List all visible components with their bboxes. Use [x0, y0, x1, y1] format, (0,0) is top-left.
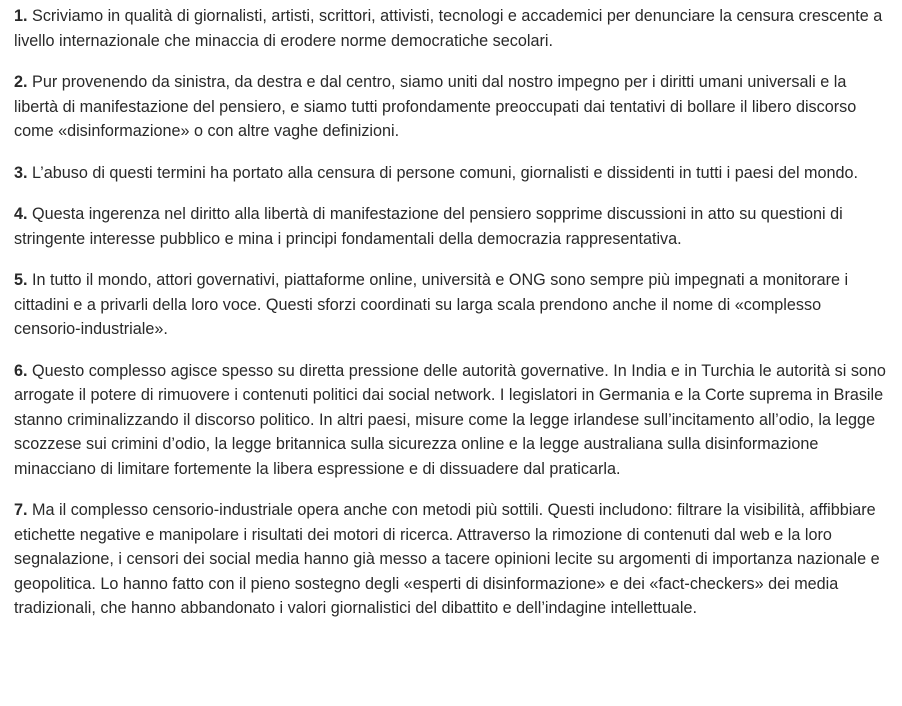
paragraph-text: L’abuso di questi termini ha portato alla censura di persone comuni, giornalisti e dissidenti in tutti i paesi del mondo. [32, 163, 859, 182]
paragraph-number: 6. [14, 361, 28, 380]
paragraph-3 [14, 161, 888, 186]
paragraph-text: Scriviamo in qualità di giornalisti, artisti, scrittori, attivisti, tecnologi e accademici per denunciare la censura crescente a livello internazionale che minaccia di erodere norme democratiche secolari. [14, 7, 883, 50]
paragraph-4 [14, 202, 888, 251]
paragraph-text: Pur provenendo da sinistra, da destra e dal centro, siamo uniti dal nostro impegno per i diritti umani universali e la libertà di manifestazione del pensiero, e siamo tutti profondamente preoccupati dai tentativi di bollare il libero discorso come «disinformazione» o con altre vaghe definizioni. [14, 73, 857, 140]
paragraph-text: In tutto il mondo, attori governativi, piattaforme online, università e ONG sono sempre più impegnati a monitorare i cittadini e a privarli della loro voce. Questi sforzi coordinati su larga scala prendono anche il nome di «complesso censorio-industriale». [14, 271, 849, 338]
paragraph-1 [14, 4, 888, 53]
paragraph-text: Questo complesso agisce spesso su diretta pressione delle autorità governative. In India e in Turchia le autorità si sono arrogate il potere di rimuovere i contenuti politici dai social network. I legislatori in Germania e la Corte suprema in Brasile stanno criminalizzando il discorso politico. In altri paesi, misure come la legge irlandese sull’incitamento all’odio, la legge scozzese sui crimini d’odio, la legge britannica sulla sicurezza online e la legge australiana sulla disinformazione minacciano di limitare fortemente la libera espressione e di dissuadere dal praticarla. [14, 361, 886, 478]
paragraph-number: 7. [14, 501, 28, 519]
paragraph-number: 5. [14, 271, 28, 289]
paragraph-5 [14, 268, 888, 342]
paragraph-number: 2. [14, 73, 28, 91]
paragraph-text: Ma il complesso censorio-industriale opera anche con metodi più sottili. Questi includono: filtrare la visibilità, affibbiare etichette negative e manipolare i risultati dei motori di ricerca. Attraverso la rimozione di contenuti dal web e la loro segnalazione, i censori dei social media hanno già messo a tacere opinioni lecite su argomenti di importanza nazionale e geopolitica. Lo hanno fatto con il pieno sostegno degli «esperti di disinformazione» e dei «fact-checkers» dei media tradizionali, che hanno abbandonato i valori giornalistici del dibattito e dell’indagine intellettuale. [14, 501, 880, 617]
paragraph-number: 4. [14, 205, 28, 223]
paragraph-number: 1. [14, 7, 28, 25]
paragraph-7 [14, 498, 888, 621]
paragraph-text: Questa ingerenza nel diritto alla libertà di manifestazione del pensiero sopprime discussioni in atto su questioni di stringente interesse pubblico e mina i principi fondamentali della democrazia rappresentativa. [14, 205, 843, 248]
paragraph-2 [14, 70, 888, 144]
paragraph-6 [14, 359, 888, 482]
paragraph-number: 3. [14, 163, 28, 182]
